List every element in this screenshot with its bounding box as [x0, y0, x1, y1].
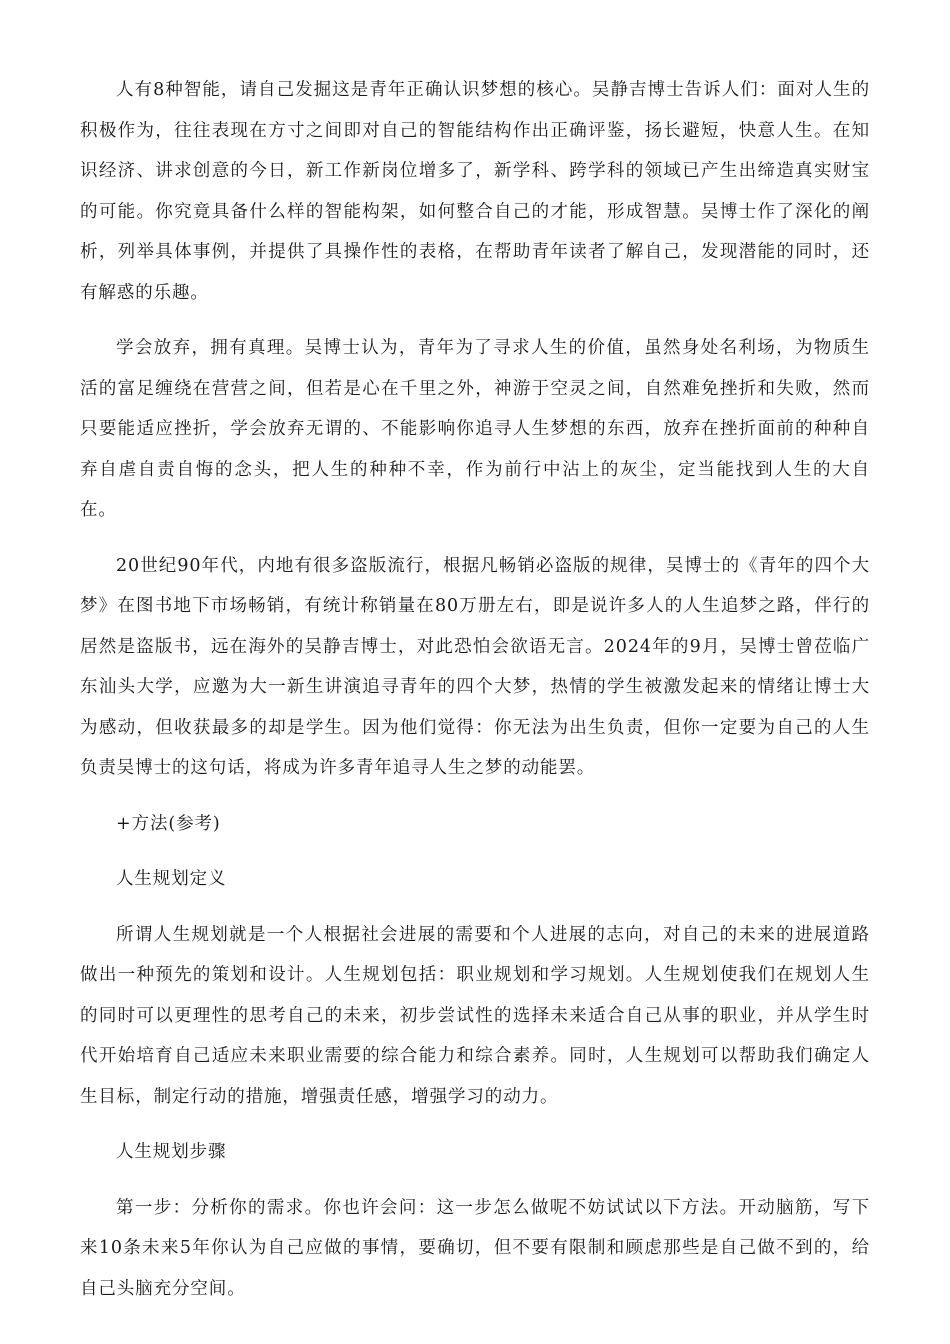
document-page: [80, 70, 870, 1324]
paragraph-intelligence: 人有8种智能，请自己发掘这是青年正确认识梦想的核心。吴静吉博士告诉人们：面对人生的积极作为，往往表现在方寸之间即对自己的智能结构作出正确评鉴，扬长避短，快意人生。在知识经济、讲求创意的今日，新工作新岗位增多了，新学科、跨学科的领域已产生出缔造真实财宝的可能。你究竟具备什么样的智能构架，如何整合自己的才能，形成智慧。吴博士作了深化的阐析，列举具体事例，并提供了具操作性的表格，在帮助青年读者了解自己，发现潜能的同时，还有解惑的乐趣。: [80, 80, 870, 303]
steps-heading: 人生规划步骤: [116, 1142, 227, 1162]
step-one-paragraph: 第一步：分析你的需求。你也许会问：这一步怎么做呢不妨试试以下方法。开动脑筋，写下来10条未来5年你认为自己应做的事情，要确切，但不要有限制和顾虑那些是自己做不到的，给自己头脑充分空间。: [80, 1197, 870, 1299]
paragraph-letting-go: 学会放弃，拥有真理。吴博士认为，青年为了寻求人生的价值，虽然身处名利场，为物质生活的富足缠绕在营营之间，但若是心在千里之外，神游于空灵之间，自然难免挫折和失败，然而只要能适应挫折，学会放弃无谓的、不能影响你追寻人生梦想的东西，放弃在挫折面前的种种自弃自虐自责自悔的念头，把人生的种种不幸，作为前行中沾上的灰尘，定当能找到人生的大自在。: [80, 338, 870, 520]
method-label: +方法(参考): [116, 813, 221, 834]
paragraph-piracy: 20世纪90年代，内地有很多盗版流行，根据凡畅销必盗版的规律，吴博士的《青年的四个大梦》在图书地下市场畅销，有统计称销量在80万册左右，即是说许多人的人生追梦之路，伴行的居然是盗版书，远在海外的吴静吉博士，对此恐怕会欲语无言。2024年的9月，吴博士曾莅临广东汕头大学，应邀为大一新生讲演追寻青年的四个大梦，热情的学生被激发起来的情绪让博士大为感动，但收获最多的却是学生。因为他们觉得：你无法为出生负责，但你一定要为自己的人生负责吴博士的这句话，将成为许多青年追寻人生之梦的动能罢。: [80, 555, 870, 778]
definition-heading: 人生规划定义: [116, 869, 227, 889]
definition-paragraph: 所谓人生规划就是一个人根据社会进展的需要和个人进展的志向，对自己的未来的进展道路做出一种预先的策划和设计。人生规划包括：职业规划和学习规划。人生规划使我们在规划人生的同时可以更理性的思考自己的未来，初步尝试性的选择未来适合自己从事的职业，并从学生时代开始培育自己适应未来职业需要的综合能力和综合素养。同时，人生规划可以帮助我们确定人生目标，制定行动的措施，增强责任感，增强学习的动力。: [80, 924, 870, 1107]
